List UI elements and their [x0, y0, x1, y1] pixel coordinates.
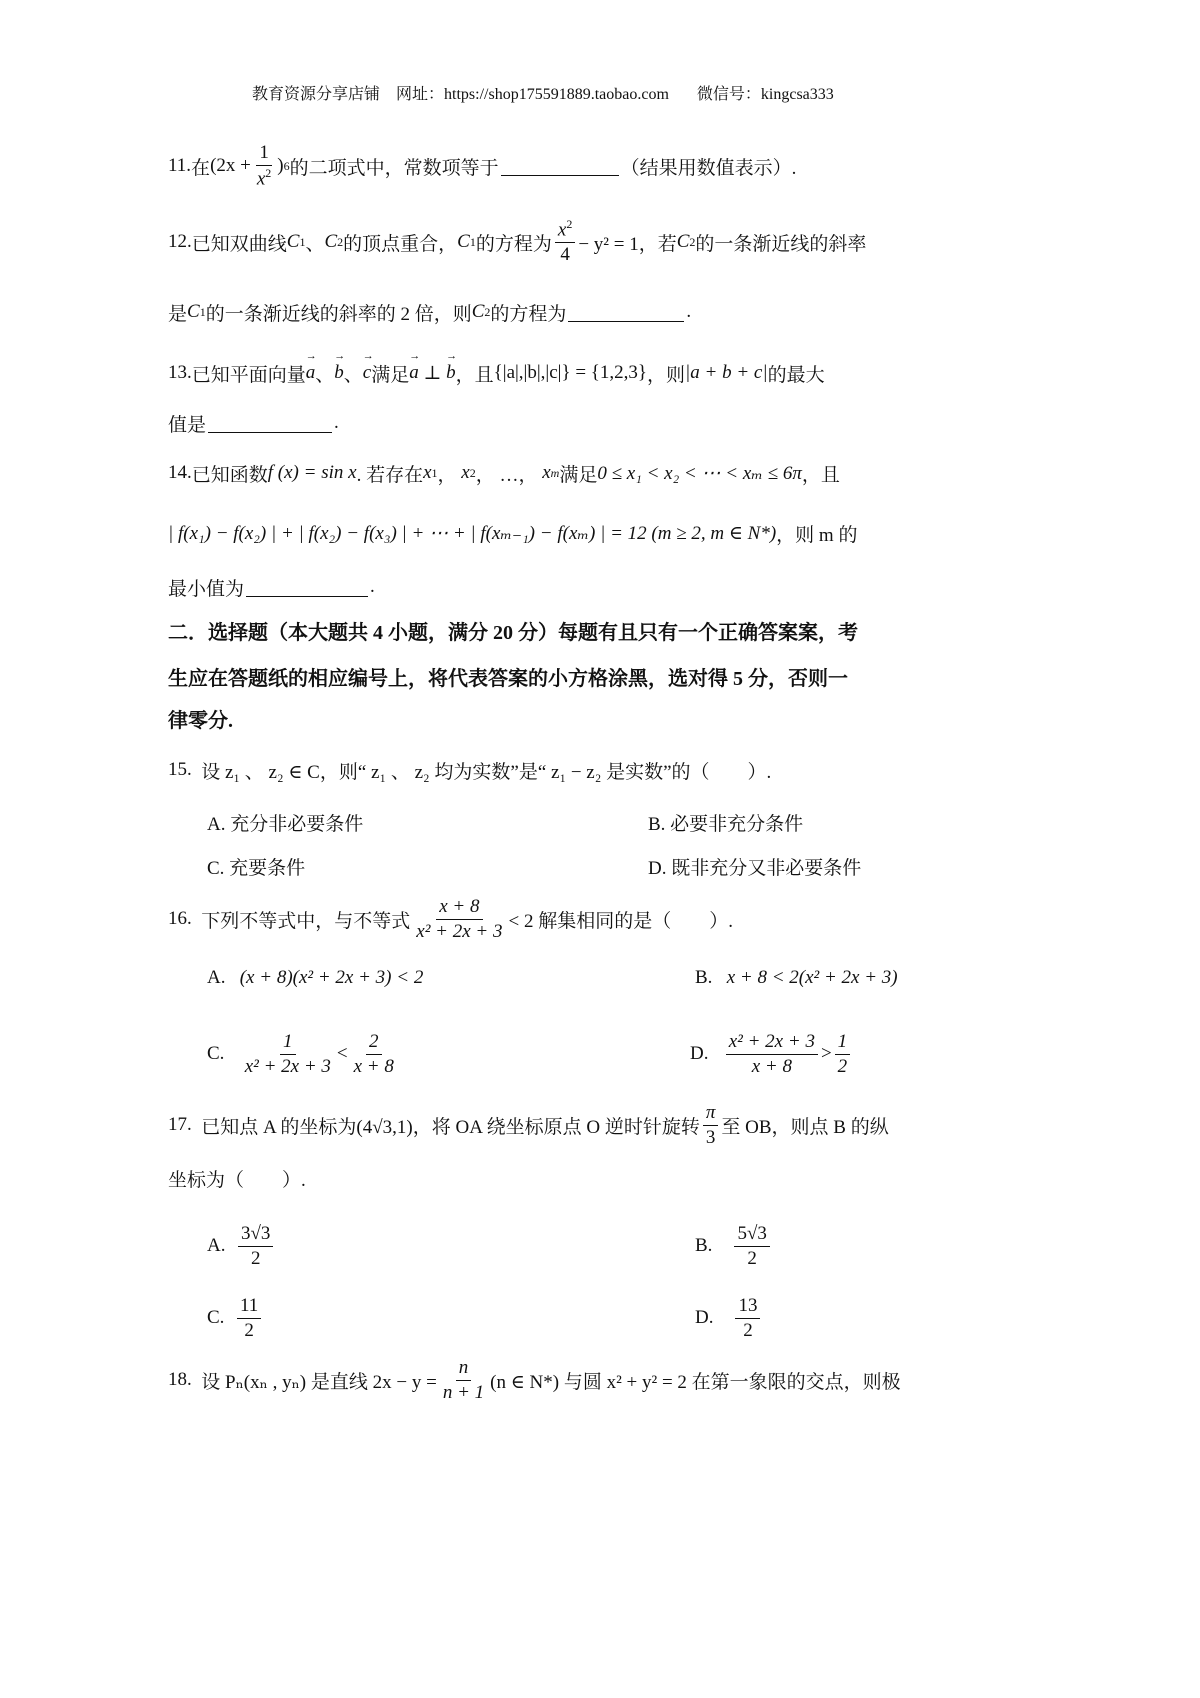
option-a[interactable]: [207, 954, 423, 1002]
exponent: 2: [265, 165, 272, 180]
text: 在: [191, 157, 211, 179]
numerator: 1: [256, 142, 272, 166]
denominator: 2: [747, 1247, 757, 1269]
subscript: 2: [337, 234, 344, 249]
text: 的顶点重合，: [343, 233, 458, 255]
text: 的二项式中，常数项等于: [289, 157, 499, 179]
question-12: [168, 218, 866, 266]
text: 的一条渐近线的斜率: [695, 233, 867, 255]
exponent: 6: [283, 158, 290, 173]
option-b[interactable]: [695, 954, 898, 1002]
math: (2x +: [210, 155, 251, 176]
option-label: A.: [207, 1235, 226, 1256]
text: .: [686, 301, 692, 322]
denominator: x² + 2x + 3: [416, 920, 503, 942]
answer-blank[interactable]: [246, 578, 368, 597]
text: ，且: [455, 364, 494, 386]
math: x: [542, 462, 551, 483]
text: ，且: [801, 464, 840, 486]
math: C: [324, 231, 338, 252]
numerator: 3√3: [238, 1223, 273, 1247]
text: 的方程为: [475, 233, 552, 255]
subscript: m: [550, 465, 560, 480]
denominator: x² + 2x + 3: [244, 1055, 331, 1077]
question-number: 14.: [168, 462, 192, 483]
fraction: [555, 218, 575, 266]
text: 、: [305, 233, 325, 255]
text: ，则 m 的: [776, 524, 858, 546]
math: >: [820, 1043, 832, 1064]
option-a[interactable]: [207, 1220, 276, 1272]
option-b[interactable]: B. 必要非充分条件: [648, 813, 804, 835]
option-label: A.: [207, 967, 226, 988]
subscript: 1: [199, 304, 206, 319]
text: 设 Pₙ(xₙ , yₙ) 是直线 2x − y =: [201, 1371, 437, 1393]
question-16: [168, 894, 733, 944]
text: 满足: [371, 364, 410, 386]
fraction: [254, 142, 274, 190]
answer-blank[interactable]: [208, 414, 332, 433]
shop-name: 教育资源分享店铺: [252, 85, 381, 103]
option-label: C.: [207, 1043, 225, 1064]
text: 下列不等式中，与不等式: [201, 910, 411, 932]
question-13: [168, 353, 825, 393]
section-heading-cont: 生应在答题纸的相应编号上，将代表答案的小方格涂黑，选对得 5 分，否则一: [168, 667, 848, 690]
text: < 2 解集相同的是（ ）.: [508, 910, 733, 932]
text: (n ∈ N*) 与圆 x² + y² = 2 在第一象限的交点，则极: [490, 1371, 901, 1393]
option-label: B.: [695, 1235, 713, 1256]
question-11: [168, 142, 796, 190]
subscript: 2: [484, 304, 491, 319]
fraction: [734, 1223, 769, 1270]
shop-url: 网址：https://shop175591889.taobao.com: [396, 85, 669, 103]
math: C: [187, 301, 200, 322]
numerator: 11: [237, 1295, 261, 1319]
denominator: 2: [837, 1055, 848, 1077]
numerator: n: [456, 1357, 472, 1381]
wechat-id: 微信号：kingcsa333: [696, 85, 834, 103]
text: 是: [168, 303, 188, 325]
fraction: [238, 1223, 273, 1270]
text: 满足: [559, 464, 598, 486]
question-number: 15.: [168, 759, 192, 780]
vector-b: → b: [446, 362, 456, 384]
question-13-cont: [168, 403, 339, 443]
page-header: [252, 72, 834, 112]
denominator: 2: [244, 1319, 254, 1341]
text: 的方程为: [490, 303, 567, 325]
math: − y² = 1，若: [578, 233, 677, 255]
math: C: [457, 231, 470, 252]
text: 已知点 A 的坐标为(4√3,1)，将 OA 绕坐标原点 O 逆时针旋转: [201, 1116, 700, 1138]
numerator: 13: [735, 1295, 760, 1319]
question-number: 11.: [168, 155, 192, 176]
text: ，则: [647, 364, 686, 386]
numerator: x² + 2x + 3: [726, 1031, 818, 1055]
numerator: 1: [280, 1031, 296, 1055]
fraction: [703, 1102, 719, 1149]
option-label: D.: [695, 1307, 714, 1328]
option-c[interactable]: [207, 1292, 264, 1344]
math: C: [286, 231, 300, 252]
math: x: [461, 462, 470, 483]
option-d[interactable]: [690, 1028, 853, 1080]
math: | f(x₁) − f(x₂) | + | f(x₂) − f(x₃) | + ⋯ + | f(xₘ₋₁) − f(xₘ) | = 12 (m ≥ 2, m ∈ N*): [168, 522, 777, 544]
math: C: [676, 231, 690, 252]
answer-blank[interactable]: [501, 157, 619, 176]
numerator: x: [557, 219, 567, 241]
question-number: 17.: [168, 1114, 192, 1135]
math: x + 8 < 2(x² + 2x + 3): [726, 967, 898, 988]
math: {|a|,|b|,|c|} = {1,2,3}: [493, 362, 648, 383]
denominator: 2: [250, 1247, 261, 1269]
question-18: [168, 1354, 901, 1406]
math: <: [336, 1043, 348, 1064]
numerator: π: [703, 1102, 719, 1126]
fraction: [351, 1031, 397, 1078]
denominator: 4: [560, 244, 570, 266]
fraction: [735, 1295, 760, 1342]
text: .: [334, 412, 339, 433]
math: |a + b + c|: [685, 362, 768, 383]
option-d[interactable]: [695, 1292, 763, 1344]
denominator: n + 1: [442, 1381, 485, 1403]
text: 的一条渐近线的斜率的 2 倍，则: [205, 303, 472, 325]
fraction: [726, 1031, 818, 1078]
vector-b: → b: [334, 362, 344, 384]
option-a[interactable]: A. 充分非必要条件: [207, 813, 364, 835]
text: 、: [343, 364, 363, 386]
vector-a: → a: [409, 362, 419, 384]
denominator: 3: [705, 1126, 716, 1148]
text: 设 z₁ 、 z₂ ∈ C，则“ z₁ 、 z₂ 均为实数”是“ z₁ − z₂ 是实数”的（ ）.: [201, 761, 772, 783]
question-14-cont: [168, 513, 857, 553]
subscript: 1: [469, 234, 476, 249]
fraction: [835, 1031, 851, 1078]
vector-c: → c: [363, 362, 371, 384]
subscript: 1: [299, 234, 306, 249]
exponent: 2: [566, 217, 573, 231]
fraction: [440, 1357, 487, 1404]
text: 最小值为: [168, 578, 245, 600]
option-b[interactable]: [695, 1220, 773, 1272]
text: 的最大: [767, 364, 825, 386]
section-heading: 二．选择题（本大题共 4 小题，满分 20 分）每题有且只有一个正确答案案，考: [168, 621, 858, 644]
answer-blank[interactable]: [568, 303, 684, 322]
text: .: [370, 576, 375, 597]
math: (x + 8)(x² + 2x + 3) < 2: [239, 967, 424, 988]
denominator: x: [256, 168, 266, 190]
denominator: x + 8: [353, 1055, 394, 1077]
denominator: x + 8: [751, 1055, 792, 1077]
math: C: [471, 301, 485, 322]
text: 、: [315, 364, 335, 386]
option-label: D.: [690, 1043, 709, 1064]
text: 值是: [168, 414, 207, 436]
subscript: 2: [689, 234, 696, 249]
math: ⊥: [423, 362, 442, 384]
question-number: 12.: [168, 231, 192, 252]
numerator: x + 8: [436, 896, 482, 920]
option-d[interactable]: D. 既非充分又非必要条件: [648, 857, 862, 879]
math: ): [277, 155, 284, 176]
text: 已知函数: [191, 464, 268, 486]
math: 0 ≤ x₁ < x₂ < ⋯ < xₘ ≤ 6π: [597, 462, 802, 484]
question-15: [168, 750, 771, 790]
fraction: [413, 896, 505, 943]
text: 至 OB，则点 B 的纵: [721, 1116, 889, 1138]
vector-a: → a: [306, 362, 316, 384]
option-label: B.: [695, 967, 713, 988]
question-number: 18.: [168, 1369, 192, 1390]
numerator: 1: [835, 1031, 851, 1055]
question-number: 16.: [168, 908, 192, 929]
option-c[interactable]: C. 充要条件: [207, 857, 306, 879]
denominator: 2: [743, 1319, 753, 1341]
fraction: [237, 1295, 261, 1342]
text: . 若存在: [356, 464, 424, 486]
text: 已知平面向量: [191, 364, 306, 386]
option-label: C.: [207, 1307, 225, 1328]
numerator: 2: [366, 1031, 382, 1055]
math: f (x) = sin x: [267, 462, 357, 483]
math: x: [423, 462, 432, 483]
numerator: 5√3: [734, 1223, 769, 1247]
question-12-cont: [168, 292, 691, 332]
option-c[interactable]: [207, 1028, 400, 1080]
text: 已知双曲线: [191, 233, 287, 255]
section-heading-cont: 律零分.: [168, 709, 233, 732]
question-14: 14. 已知函数 f (x) = sin x . 若存在 x 1 ， x 2 ， …， x m 满足 0 ≤ x₁ < x₂ < ⋯ < xₘ ≤ 6π ，且: [168, 453, 840, 493]
fraction: [242, 1031, 334, 1078]
text: （结果用数值表示）.: [620, 157, 797, 179]
question-number: 13.: [168, 362, 192, 383]
question-14-cont2: [168, 567, 375, 607]
question-17-cont: 坐标为（ ）.: [168, 1169, 306, 1191]
question-17: [168, 1100, 889, 1150]
